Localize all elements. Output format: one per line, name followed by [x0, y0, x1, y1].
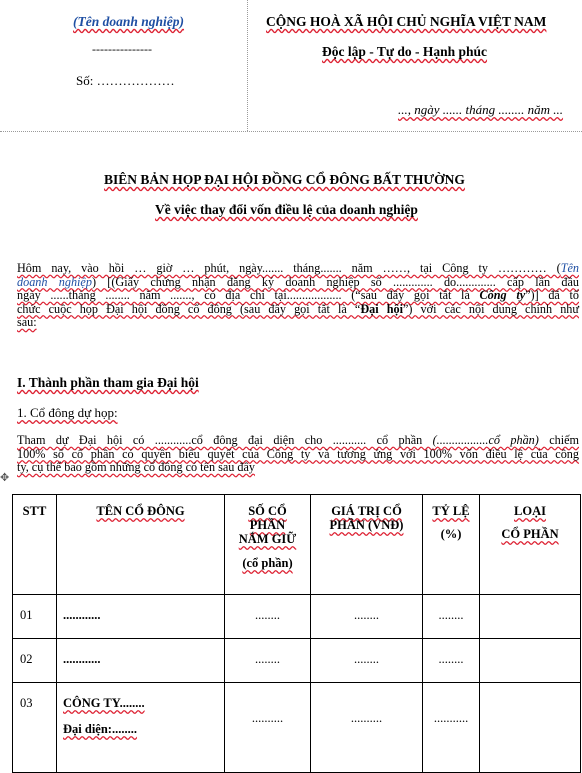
row-shareholder-name: CÔNG TY........ Đại diện:........ [57, 683, 225, 773]
row-value: .......... [311, 683, 423, 773]
table-move-handle-icon[interactable]: ✥ [0, 471, 10, 484]
row-share-type [480, 683, 581, 773]
table-row [13, 683, 581, 773]
table-header-row [13, 495, 581, 595]
row-stt: 03 [13, 683, 57, 773]
header-share-value: GIÁ TRỊ CỔ PHẦN (VNĐ) [311, 495, 423, 595]
header-shareholder-name: TÊN CỔ ĐÔNG [57, 495, 225, 595]
intro-paragraph: Hôm nay, vào hồi … giờ … phút, ngày....... tháng....... năm ……, tại Công ty ………… (Tên doanh nghiệp) [(Giấy chứng nhận đăng ký doanh nghiệp số ............. do............. cấp lần đầu ngày ......tháng ........ năm ......., có địa chỉ tại.................. (“sau đây gọi tắt là Công ty”)] đã tổ chức cuộc họp Đại hội đồng cổ đông (sau đây gọi tắt là “Đại hội”) với các nội dung chính như sau: [17, 261, 580, 329]
shareholder-table [12, 494, 581, 773]
row-value: ........ [311, 639, 423, 683]
header-divider-horizontal [0, 131, 582, 132]
row-shares: .......... [225, 683, 311, 773]
document-title: BIÊN BẢN HỌP ĐẠI HỘI ĐỒNG CỔ ĐÔNG BẤT THƯỜNG [104, 172, 465, 187]
company-dashes: --------------- [92, 42, 152, 56]
row-share-type [480, 595, 581, 639]
table-row [13, 595, 581, 639]
row-ratio: ........ [423, 595, 480, 639]
row-ratio: ........... [423, 683, 480, 773]
header-share-type: LOẠI CỔ PHẦN [480, 495, 581, 595]
attendance-paragraph: Tham dự Đại hội có ............cổ đông đại diện cho ........... cổ phần (.................cổ phần) chiếm 100% số cổ phần có quyền biểu quyết của Công ty và tương ứng với 100% vốn điều lệ của công ty, cụ thể bao gồm những cổ đông có tên sau đây [17, 433, 580, 474]
document-subtitle: Về việc thay đổi vốn điều lệ của doanh nghiệp [155, 202, 418, 217]
section-heading: I. Thành phần tham gia Đại hội [17, 375, 199, 390]
row-shareholder-name: ............ [57, 595, 225, 639]
company-name-placeholder: (Tên doanh nghiệp) [73, 14, 185, 29]
date-line: ..., ngày ...... tháng ........ năm ... [398, 102, 564, 117]
row-share-type [480, 639, 581, 683]
header-ratio: TỶ LỆ (%) [423, 495, 480, 595]
national-motto: Độc lập - Tự do - Hạnh phúc [322, 44, 488, 59]
header-divider-vertical [247, 0, 248, 131]
row-shareholder-name: ............ [57, 639, 225, 683]
country-name: CỘNG HOÀ XÃ HỘI CHỦ NGHĨA VIỆT NAM [266, 14, 547, 29]
table-row [13, 639, 581, 683]
subsection-heading: 1. Cổ đông dự họp: [17, 405, 118, 420]
row-shares: ........ [225, 639, 311, 683]
row-representative: Đại diện:........ [63, 722, 137, 736]
header-shares-held: SỐ CỔ PHẦN NẮM GIỮ (cổ phần) [225, 495, 311, 595]
row-stt: 02 [13, 639, 57, 683]
document-number: Số: ……………… [76, 73, 175, 88]
row-stt: 01 [13, 595, 57, 639]
header-stt: STT [13, 495, 57, 595]
row-ratio: ........ [423, 639, 480, 683]
row-value: ........ [311, 595, 423, 639]
row-shares: ........ [225, 595, 311, 639]
